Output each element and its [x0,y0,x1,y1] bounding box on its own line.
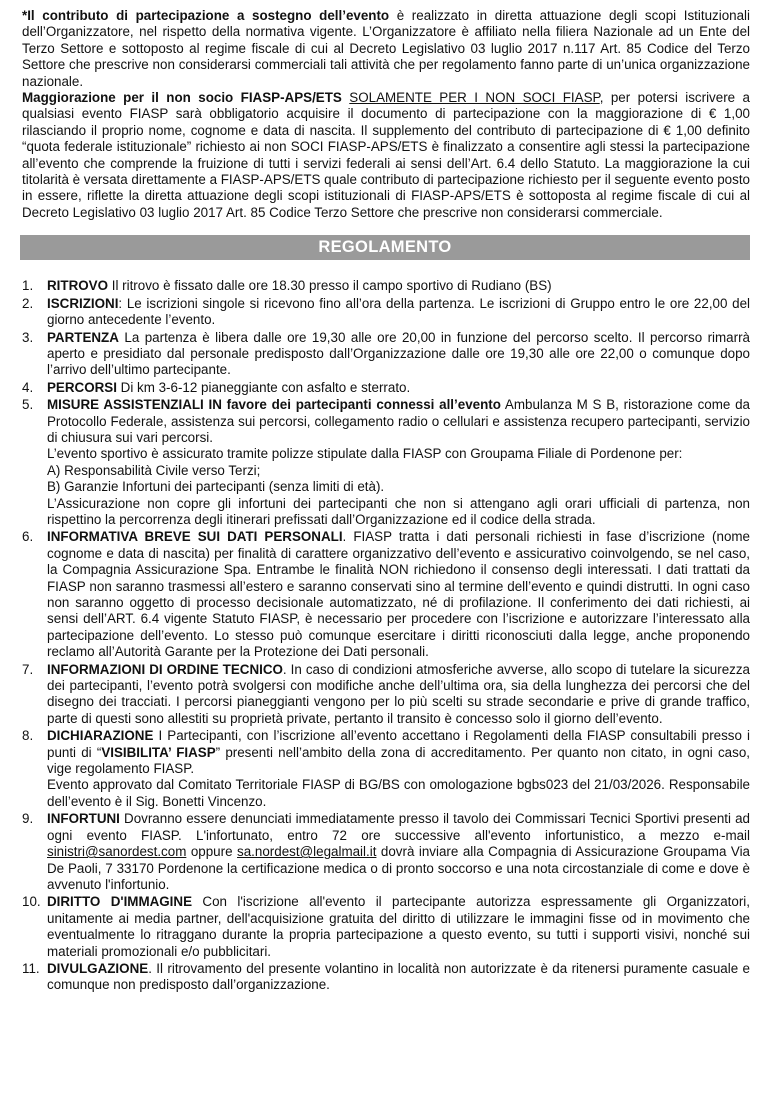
rule-title: DICHIARAZIONE [47,728,154,744]
rule-title: MISURE ASSISTENZIALI IN favore dei partecipanti connessi all’evento [47,397,501,413]
rule-item [22,961,750,994]
rule-text: . Il ritrovamento del presente volantino in località non autorizzate è da ritenersi puramente casuale e comunque non predisposto dall’organizzazione. [47,960,750,993]
rule-item [22,811,750,893]
rule-text: La partenza è libera dalle ore 19,30 alle ore 20,00 in funzione del percorso scelto. Il percorso rimarrà aperto e presidiato dal personale predisposto dall’Organizzazione dalle ore 19,30 alle ore 22,00 o comunque dopo l’arrivo dell’ultimo partecipante. [47,329,750,378]
rule-text-continued: dovrà inviare alla Compagnia di Assicurazione Groupama Via De Paoli, 7 33170 Pordenone la certificazione medica o di pronto soccorso e una nota circostanziale di come e dove è avvenuto l'infortunio. [47,844,750,892]
rule-title: PERCORSI [47,379,117,395]
rule-number: 8. [22,728,34,744]
rule-text: Di km 3-6-12 pianeggiante con asfalto e sterrato. [116,379,411,395]
email-link-sinistri[interactable]: sinistri@sanordest.com [47,844,187,860]
contribution-paragraph [22,8,750,90]
rule-text: I Partecipanti, con l’iscrizione all’evento accettano i Regolamenti della FIASP consultabili presso i punti di “ [47,728,750,760]
rule-number: 6. [22,529,34,545]
rule-text: Dovranno essere denunciati immediatamente presso il tavolo dei Commissari Tecnici Sportivi presenti ad ogni evento FIASP. L'infortunato, entro 72 ore successive all'evento infortunistico, a mezzo e-mail [47,811,750,843]
rule-title: DIRITTO D'IMMAGINE [47,894,193,910]
banner-title: REGOLAMENTO [318,238,452,257]
rule-item [22,894,750,960]
rules-list [22,278,750,993]
rule-text: : Le iscrizioni singole si ricevono fino all’ora della partenza. Le iscrizioni di Gruppo entro le ore 22,00 del giorno antecedente l’evento. [47,295,750,328]
visibilita-label: VISIBILITA’ FIASP [101,744,216,760]
rule-item [22,278,750,294]
rule-text: . FIASP tratta i dati personali richiesti in fase d’iscrizione (nome cognome e data di nascita) per finalità di carattere organizzativo dell’evento e assicurativo coinvolgendo, se nel caso, la Compagnia Assicurazione Spa. Entrambe le finalità NON richiedono il consenso degli interessati. I dati trattati da FIASP non saranno trasmessi all’estero e saranno conservati sino al termine dell’evento e quindi distrutti. In ogni caso non saranno oggetto di processo decisionale automatizzato, né di profilazione. Il conferimento dei dati richiesti, ai sensi dell’ART. 6.4 vigente Statuto FIASP, è necessario per procedere con l’iscrizione e autorizzare l’interessato alla partecipazione dell’evento. Lo stesso può comunque esercitare i diritti riconosciuti dalla legge, anche proponendo reclamo all’Autorità Garante per la Protezione dei Dati personali. [47,529,751,660]
rule-extra-line: B) Garanzie Infortuni dei partecipanti (senza limiti di età). [47,479,385,495]
rule-text: Con l'iscrizione all'evento il partecipante autorizza espressamente gli Organizzatori, unitamente ai media partner, dell'acquisizione gratuita del diritto di utilizzare le immagini fisse od in movimento che eventualmente lo ritraggano durante la propria partecipazione a questo evento, su tutti i supporti visivi, nonché sui materiali promozionali e/o pubblicitari. [47,894,750,959]
contribution-heading: *Il contributo di partecipazione a sostegno dell’evento [22,8,390,23]
rule-item [22,397,750,528]
rule-number: 1. [22,278,34,294]
rule-item [22,330,750,379]
rule-item [22,296,750,329]
surcharge-heading: Maggiorazione per il non socio FIASP-APS/ETS [22,90,342,106]
rule-title: INFORTUNI [47,811,120,827]
document-page [22,8,750,995]
rule-number: 9. [22,811,34,827]
rule-text: . In caso di condizioni atmosferiche avverse, allo scopo di tutelare la sicurezza dei partecipanti, l’evento potrà svolgersi con modifiche anche dell’ultima ora, sia della lunghezza dei percorsi che del disegno dei tracciati. I percorsi pianeggianti vengono per lo più scelti su strade secondarie e prive di grande traffico, parte di questi sono allestiti su proprietà private, pertanto il transito è concesso solo il giorno dell’evento. [47,661,750,726]
rule-text: Ambulanza M S B, ristorazione come da Protocollo Federale, assistenza sui percorsi, collegamento radio o cellulari e assistenza recupero partecipanti, servizio di chiusura sui vari percorsi. [47,397,750,445]
rule-title: DIVULGAZIONE [47,960,149,976]
rule-number: 11. [22,960,40,976]
rule-extra-line: Evento approvato dal Comitato Territoriale FIASP di BG/BS con omologazione bgbs023 del 21/03/2026. Responsabile dell’evento è il Sig. Bonetti Vincenzo. [47,777,750,809]
rule-title: INFORMATIVA BREVE SUI DATI PERSONALI [47,529,343,545]
rule-item [22,728,750,810]
surcharge-underline: SOLAMENTE PER I NON SOCI FIASP [349,90,600,106]
rule-extra-line: L’Assicurazione non copre gli infortuni dei partecipanti che non si attengano agli orari ufficiali di partenza, non rispettino la percorrenza degli itinerari prefissati dall’Organizzazione ed il codice della strada. [47,495,750,527]
contribution-text: è realizzato in diretta attuazione degli scopi Istituzionali dell’Organizzatore, nel rispetto della normativa vigente. L’Organizzatore è affiliato nella filiera Nazionale ad un Ente del Terzo Settore e sottoposto al regime fiscale di cui al Decreto Legislativo 03 luglio 2017 n.117 Art. 85 Codice del Terzo Settore che prescrive non considerarsi commerciali tali attività che per regolamento fanno parte di un’unica organizzazione nazionale. [22,8,750,89]
rule-text: Il ritrovo è fissato dalle ore 18.30 presso il campo sportivo di Rudiano (BS) [108,278,552,294]
rule-text-continued: ” presenti nell’ambito della zona di accreditamento. Per quanto non citato, in ogni caso, vige regolamento FIASP. [47,744,750,777]
surcharge-text: , per potersi iscrivere a qualsiasi evento FIASP sarà obbligatorio acquisire il documento di partecipazione con la maggiorazione di € 1,00 rilasciando il proprio nome, cognome e data di nascita. Il supplemento del contributo di partecipazione di € 1,00 definito “quota federale istituzionale” richiesto ai non SOCI FIASP-APS/ETS è finalizzato a consentire agli stessi la partecipazione all’evento che comprende la fruizione di tutti i servizi federali ai sensi dell’Art. 6.4 dello Statuto. La maggiorazione la cui titolarità è versata direttamente a FIASP-APS/ETS quale contributo di partecipazione richiesto per il seguente evento posto in essere, riflette la diretta attuazione degli scopi istituzionali di FIASP-APS/ETS è sottoposta al regime fiscale di cui al Decreto Legislativo 03 luglio 2017 Art. 85 Codice Terzo Settore che prescrive non considerarsi commerciale. [22,90,750,220]
rule-item [22,662,750,728]
rule-extra-line: A) Responsabilità Civile verso Terzi; [47,462,261,478]
rule-number: 10. [22,894,41,910]
rule-title: INFORMAZIONI DI ORDINE TECNICO [47,661,283,677]
rule-item [22,529,750,660]
rule-text-continued: oppure [186,844,238,860]
rule-number: 7. [22,661,34,677]
rule-number: 4. [22,379,34,395]
rule-title: PARTENZA [47,329,119,345]
rule-title: ISCRIZIONI [47,295,119,311]
rule-number: 5. [22,397,34,413]
surcharge-paragraph [22,90,750,221]
rule-number: 2. [22,295,34,311]
intro-section [22,8,750,221]
rule-extra-line: L’evento sportivo è assicurato tramite polizze stipulate dalla FIASP con Groupama Filiale di Pordenone per: [47,446,683,462]
rule-title: RITROVO [47,278,109,294]
rule-number: 3. [22,329,34,345]
rule-item [22,380,750,396]
regolamento-banner [20,235,750,260]
email-link-legalmail[interactable]: sa.nordest@legalmail.it [237,844,377,860]
